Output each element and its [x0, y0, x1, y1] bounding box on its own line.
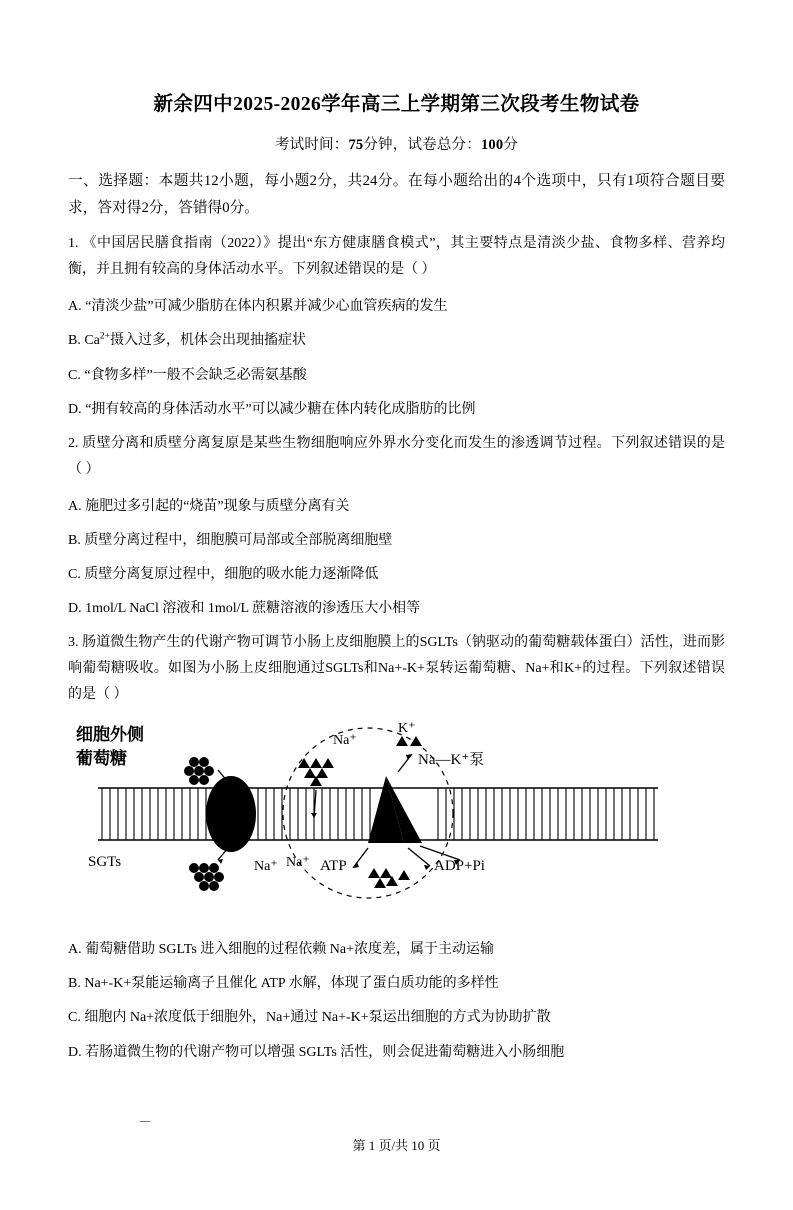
question-2-option-a: A. 施肥过多引起的“烧苗”现象与质壁分离有关 — [68, 498, 350, 514]
question-1-option-c: C. “食物多样”一般不会缺乏必需氨基酸 — [68, 367, 307, 383]
question-2-option-d: D. 1mol/L NaCl 溶液和 1mol/L 蔗糖溶液的渗透压大小相等 — [68, 601, 421, 617]
figure-label-adp: ADP+Pi — [434, 858, 485, 875]
question-3-stem: 肠道微生物产生的代谢产物可调节小肠上皮细胞膜上的SGLTs（钠驱动的葡萄糖载体蛋白）活性，进而影响葡萄糖吸收。如图为小肠上皮细胞通过SGLTs和Na+-K+泵转运葡萄糖、Na+和K+的过程。下列叙述错误的是（ ） — [68, 635, 726, 703]
question-1-option-b: B. $Ca^{2+}$摄入过多，机体会出现抽搐症状 — [68, 331, 306, 349]
figure-label-sgts: SGTs — [88, 854, 122, 871]
question-3 — [68, 630, 725, 708]
glucose-molecules-outside — [184, 757, 214, 785]
figure-label-glucose: 葡萄糖 — [76, 749, 127, 769]
exam-meta-mid: 分钟，试卷总分： — [363, 137, 481, 153]
question-3-option-d: D. 若肠道微生物的代谢产物可以增强 SGLTs 活性，则会促进葡萄糖进入小肠细胞 — [68, 1044, 565, 1060]
sglt-carrier-icon — [206, 776, 256, 852]
question-3-option-c: C. 细胞内 Na+浓度低于细胞外，Na+通过 Na+-K+泵运出细胞的方式为协助扩散 — [68, 1010, 551, 1026]
figure-label-pump: Na—K⁺泵 — [418, 752, 485, 769]
question-3-number: 3. — [68, 635, 79, 651]
exam-meta-time-prefix: 考试时间： — [274, 137, 349, 153]
page-title: 新余四中2025-2026学年高三上学期第三次段考生物试卷 — [153, 94, 640, 115]
page-footer: 第 1 页/共 10 页 — [352, 1138, 441, 1153]
exam-meta — [68, 133, 725, 154]
question-2-option-b: B. 质壁分离过程中，细胞膜可局部或全部脱离细胞壁 — [68, 532, 393, 548]
question-1-stem: 《中国居民膳食指南（2022）》提出“东方健康膳食模式”，其主要特点是清淡少盐、食物多样、营养均衡，并且拥有较高的身体活动水平。下列叙述错误的是（ ） — [68, 236, 725, 278]
question-1 — [68, 231, 725, 283]
section-heading-one: 一、选择题：本题共12小题，每小题2分，共24分。在每小题给出的4个选项中，只有1项符合题目要求，答对得2分，答错得0分。 — [68, 173, 725, 217]
question-1-option-a: A. “清淡少盐”可减少脂肪在体内积累并减少心血管疾病的发生 — [68, 299, 448, 315]
ion-cluster-inside — [368, 868, 410, 888]
question-2-stem: 质壁分离和质壁分离复原是某些生物细胞响应外界水分变化而发生的渗透调节过程。下列叙述错误的是（ ） — [68, 435, 726, 477]
exam-page — [0, 88, 793, 1210]
exam-meta-time-value: 75 — [348, 137, 364, 153]
glucose-molecules-inside — [189, 863, 224, 891]
figure-label-atp: ATP — [320, 858, 347, 875]
exam-meta-score-value: 100 — [480, 137, 504, 153]
question-2-number: 2. — [68, 435, 79, 451]
sodium-ion-cluster — [298, 758, 334, 786]
question-1-option-d: D. “拥有较高的身体活动水平”可以减少糖在体内转化成脂肪的比例 — [68, 401, 476, 417]
question-2-option-c: C. 质壁分离复原过程中，细胞的吸水能力逐渐降低 — [68, 567, 379, 583]
question-1-number: 1. — [68, 236, 79, 252]
question-3-option-b: B. Na+-K+泵能运输离子且催化 ATP 水解，体现了蛋白质功能的多样性 — [68, 976, 499, 992]
figure-label-k-top: K⁺ — [398, 721, 416, 737]
question-3-option-a: A. 葡萄糖借助 SGLTs 进入细胞的过程依赖 Na+浓度差，属于主动运输 — [68, 942, 495, 958]
figure-label-na-left: Na⁺ — [254, 859, 278, 875]
figure-label-outside: 细胞外侧 — [76, 725, 144, 745]
question-2 — [68, 431, 725, 483]
membrane-transport-diagram — [68, 718, 688, 923]
figure-sglt-transport — [68, 718, 725, 928]
potassium-ion-markers — [396, 736, 422, 746]
exam-meta-suffix: 分 — [503, 137, 519, 153]
figure-label-na-top: Na⁺ — [333, 733, 357, 749]
figure-label-na-right: Na⁺ — [286, 855, 310, 871]
